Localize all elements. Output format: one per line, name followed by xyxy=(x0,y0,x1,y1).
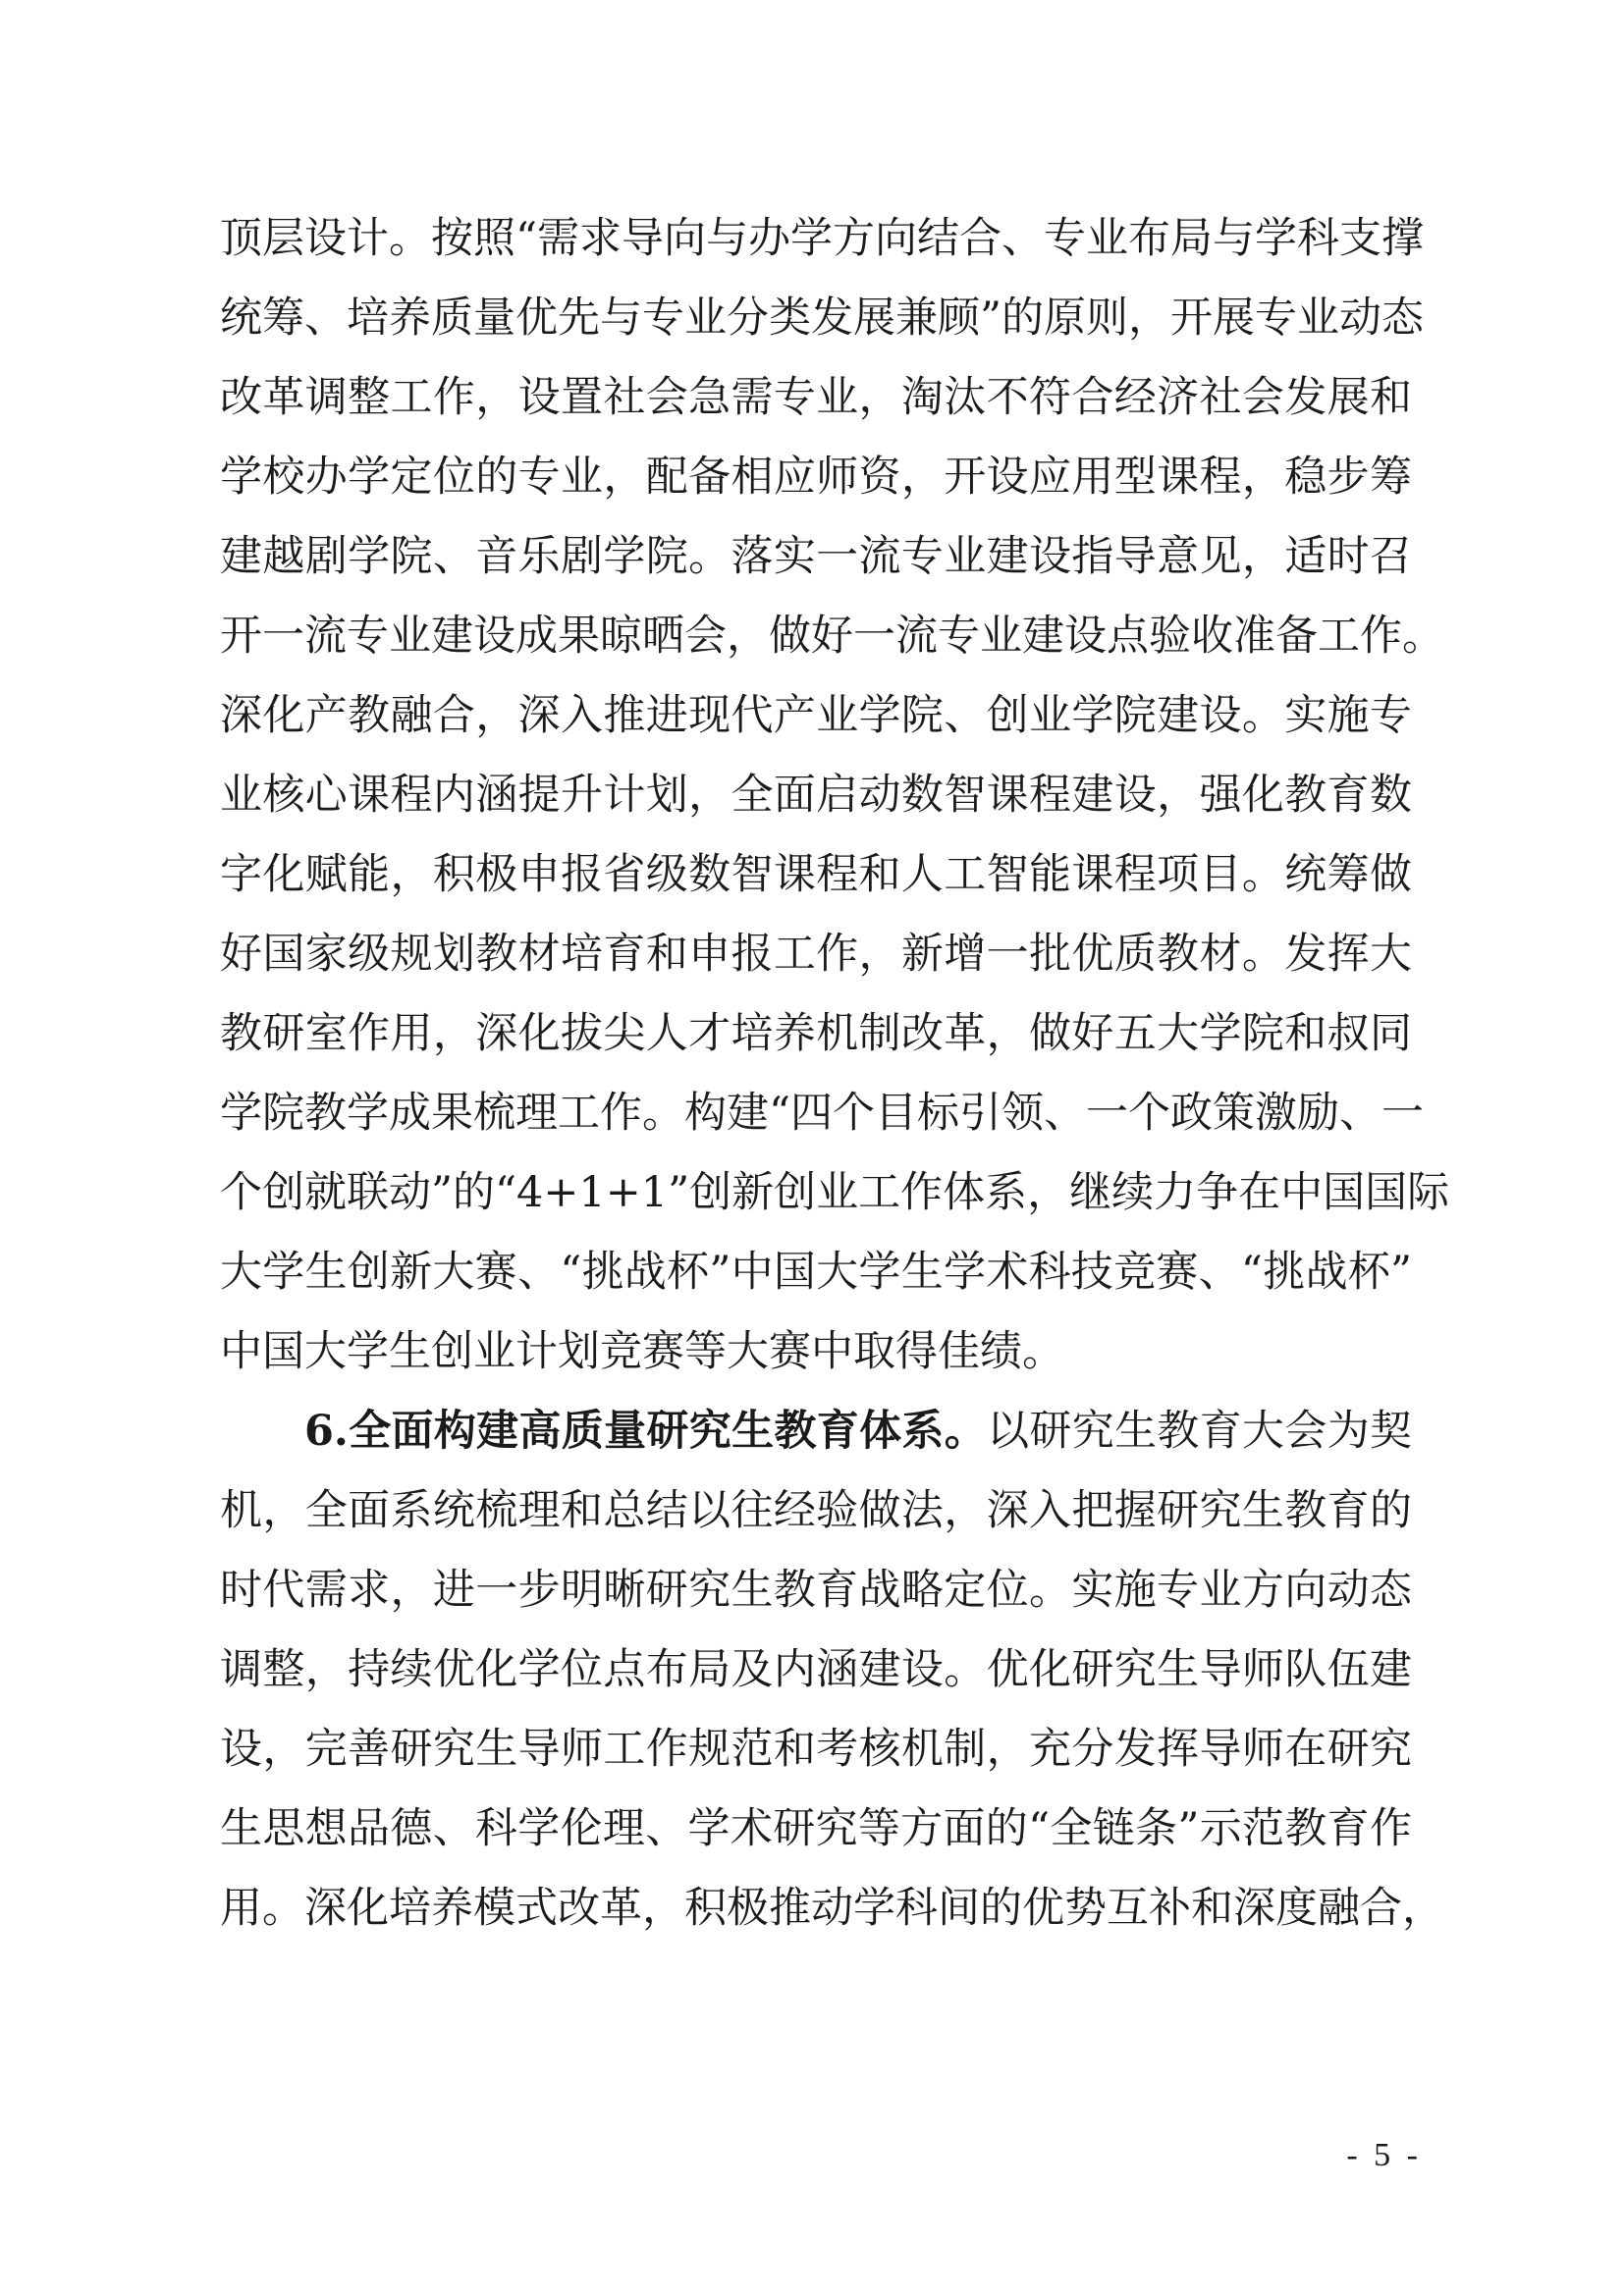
text-line: 生思想品德、科学伦理、学术研究等方面的“全链条”示范教育作 xyxy=(220,1804,1412,1853)
text-line: 顶层设计。按照“需求导向与办学方向结合、专业布局与学科支撑 xyxy=(220,214,1424,263)
text-line: 中国大学生创业计划竞赛等大赛中取得佳绩。 xyxy=(220,1327,1064,1376)
text-line: 统筹、培养质量优先与专业分类发展兼顾”的原则，开展专业动态 xyxy=(220,294,1424,343)
text-line: 时代需求，进一步明晰研究生教育战略定位。实施专业方向动态 xyxy=(220,1566,1412,1615)
text-line: 好国家级规划教材培育和申报工作，新增一批优质教材。发挥大 xyxy=(220,930,1412,979)
text-line: 学校办学定位的专业，配备相应师资，开设应用型课程，稳步筹 xyxy=(220,453,1412,502)
page-number: - 5 - xyxy=(1346,2137,1422,2173)
section-heading: 6.全面构建高质量研究生教育体系。 xyxy=(304,1407,988,1456)
text-line: 深化产教融合，深入推进现代产业学院、创业学院建设。实施专 xyxy=(220,691,1412,740)
text-line: 大学生创新大赛、“挑战杯”中国大学生学术科技竞赛、“挑战杯” xyxy=(220,1248,1412,1297)
text-line: 学院教学成果梳理工作。构建“四个目标引领、一个政策激励、一 xyxy=(220,1089,1424,1138)
text-line: 业核心课程内涵提升计划，全面启动数智课程建设，强化教育数 xyxy=(220,771,1412,820)
text-line: 改革调整工作，设置社会急需专业，淘汰不符合经济社会发展和 xyxy=(220,373,1412,422)
text-line: 建越剧学院、音乐剧学院。落实一流专业建设指导意见，适时召 xyxy=(220,532,1412,581)
text-line: 字化赋能，积极申报省级数智课程和人工智能课程项目。统筹做 xyxy=(220,850,1412,899)
text-line: 机，全面系统梳理和总结以往经验做法，深入把握研究生教育的 xyxy=(220,1486,1412,1535)
text-line: 设，完善研究生导师工作规范和考核机制，充分发挥导师在研究 xyxy=(220,1725,1412,1774)
text-line: 开一流专业建设成果晾晒会，做好一流专业建设点验收准备工作。 xyxy=(220,612,1444,661)
section-heading-line xyxy=(304,1402,1412,1461)
text-line: 调整，持续优化学位点布局及内涵建设。优化研究生导师队伍建 xyxy=(220,1645,1412,1694)
text-line: 用。深化培养模式改革，积极推动学科间的优势互补和深度融合， xyxy=(220,1884,1444,1933)
text-line: 个创就联动”的“4+1+1”创新创业工作体系，继续力争在中国国际 xyxy=(220,1168,1450,1217)
text-line: 教研室作用，深化拔尖人才培养机制改革，做好五大学院和叔同 xyxy=(220,1009,1412,1058)
heading-line-text: 以研究生教育大会为契 xyxy=(987,1407,1413,1456)
